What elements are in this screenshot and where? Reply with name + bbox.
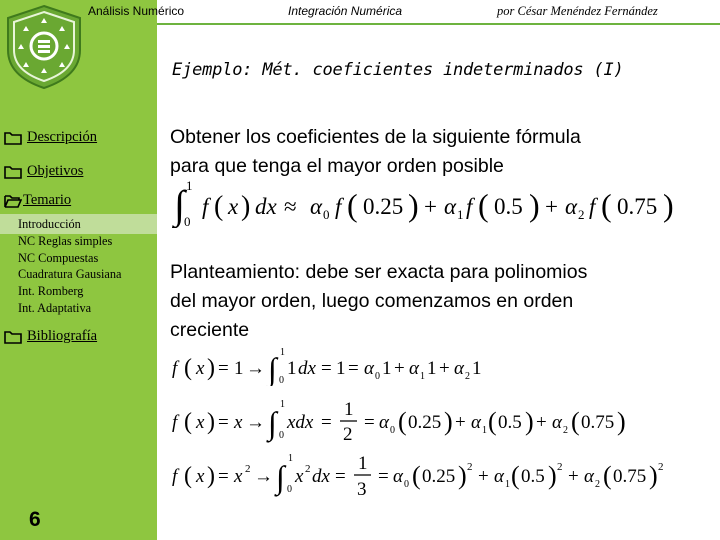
svg-text:(: ( (184, 463, 192, 489)
svg-text:α: α (393, 466, 403, 487)
svg-text:1: 1 (234, 358, 244, 379)
sidebar-item-bibliografia[interactable] (4, 328, 97, 345)
svg-text:α: α (409, 358, 419, 379)
svg-text:→: → (246, 412, 265, 433)
svg-text:2: 2 (595, 479, 600, 490)
sidebar-item-descripcion[interactable] (4, 129, 97, 146)
svg-text:2: 2 (557, 461, 563, 473)
temario-item-introduccion[interactable]: Introducción (18, 217, 81, 231)
university-logo (4, 4, 84, 90)
sidebar-item-label: Temario (23, 192, 72, 208)
sidebar-item-label: Descripción (27, 129, 98, 145)
svg-text:0.25: 0.25 (422, 466, 456, 487)
svg-text:0: 0 (279, 430, 284, 441)
svg-text:): ) (241, 191, 251, 222)
folder-icon (4, 330, 22, 344)
svg-text:=: = (348, 358, 359, 379)
svg-text:=: = (321, 358, 332, 379)
svg-text:3: 3 (357, 479, 367, 500)
svg-text:+: + (568, 466, 579, 487)
svg-text:0: 0 (375, 371, 380, 382)
svg-text:+: + (455, 412, 466, 433)
temario-item-nc-compuestas[interactable]: NC Compuestas (18, 250, 99, 265)
svg-text:α: α (494, 466, 504, 487)
svg-text:α: α (471, 412, 481, 433)
sidebar-item-label: Bibliografía (27, 328, 98, 344)
quadrature-formula (170, 176, 690, 228)
svg-text:0: 0 (404, 479, 409, 490)
page-number: 6 (29, 508, 41, 531)
svg-text:0.75: 0.75 (613, 466, 647, 487)
svg-text:∫: ∫ (174, 182, 185, 227)
svg-text:): ) (525, 407, 534, 436)
slide-title: Ejemplo: Mét. coeficientes indeterminados (I) (172, 60, 624, 80)
svg-text:x: x (228, 194, 239, 219)
svg-text:(: ( (214, 191, 224, 222)
svg-text:1: 1 (427, 358, 437, 379)
header-course: Análisis Numérico (88, 4, 185, 18)
svg-text:2: 2 (467, 461, 473, 473)
svg-text:x: x (234, 412, 243, 433)
approach-line-3: creciente (170, 319, 250, 341)
svg-text:→: → (254, 466, 273, 487)
sidebar-item-temario[interactable] (4, 192, 71, 209)
svg-text:+: + (394, 358, 405, 379)
header-divider (157, 23, 720, 25)
svg-text:1: 1 (382, 358, 392, 379)
temario-item-nc-reglas-simples[interactable]: NC Reglas simples (18, 233, 113, 248)
svg-text:=: = (378, 466, 389, 487)
approach-line-2: del mayor orden, luego comenzamos en orden (170, 290, 574, 312)
approach-line-1: Planteamiento: debe ser exacta para polinomios (170, 261, 588, 283)
svg-text:0: 0 (279, 375, 284, 386)
svg-text:0.5: 0.5 (521, 466, 545, 487)
folder-icon (4, 165, 22, 179)
svg-text:2: 2 (658, 461, 664, 473)
svg-text:+: + (439, 358, 450, 379)
svg-text:1: 1 (344, 399, 354, 420)
svg-text:(: ( (478, 187, 489, 223)
svg-text:α: α (552, 412, 562, 433)
svg-text:=: = (218, 358, 229, 379)
svg-text:∫: ∫ (268, 405, 277, 441)
svg-text:+: + (424, 194, 437, 219)
svg-text:≈: ≈ (284, 194, 297, 219)
svg-text:2: 2 (465, 371, 470, 382)
svg-text:=: = (335, 466, 346, 487)
sidebar-item-label: Objetivos (27, 163, 84, 179)
svg-text:x: x (196, 412, 205, 433)
svg-text:+: + (478, 466, 489, 487)
svg-text:2: 2 (305, 463, 311, 475)
svg-text:f: f (466, 194, 473, 219)
svg-text:=: = (218, 412, 229, 433)
svg-text:1: 1 (420, 371, 425, 382)
svg-text:0.75: 0.75 (617, 194, 658, 219)
svg-text:α: α (364, 358, 374, 379)
svg-text:1: 1 (280, 347, 285, 358)
svg-text:): ) (207, 463, 215, 489)
svg-text:+: + (545, 194, 558, 219)
svg-text:dx: dx (255, 194, 277, 219)
svg-text:0: 0 (390, 425, 395, 436)
svg-text:2: 2 (578, 207, 585, 222)
svg-text:(: ( (412, 461, 421, 490)
svg-text:0.5: 0.5 (494, 194, 523, 219)
header-author: por César Menéndez Fernández (497, 4, 658, 18)
svg-text:1: 1 (287, 358, 297, 379)
svg-text:α: α (565, 194, 578, 219)
svg-text:(: ( (603, 461, 612, 490)
svg-text:): ) (529, 187, 540, 223)
svg-text:→: → (246, 358, 265, 379)
svg-text:+: + (536, 412, 547, 433)
svg-text:0.75: 0.75 (581, 412, 615, 433)
svg-text:1: 1 (482, 425, 487, 436)
temario-item-int-romberg[interactable]: Int. Romberg (18, 284, 84, 299)
svg-text:0: 0 (184, 214, 191, 228)
equation-order-0 (170, 346, 490, 386)
intro-line-1: Obtener los coeficientes de la siguiente fórmula (170, 126, 581, 148)
intro-line-2: para que tenga el mayor orden posible (170, 155, 504, 177)
svg-text:α: α (310, 194, 323, 219)
svg-text:dx: dx (312, 466, 330, 487)
svg-text:1: 1 (186, 178, 193, 193)
svg-text:2: 2 (563, 425, 568, 436)
svg-text:(: ( (347, 187, 358, 223)
svg-text:α: α (444, 194, 457, 219)
svg-text:(: ( (184, 409, 192, 435)
svg-text:(: ( (398, 407, 407, 436)
svg-text:x: x (234, 466, 243, 487)
svg-text:1: 1 (336, 358, 346, 379)
svg-text:=: = (321, 412, 332, 433)
temario-item-int-adaptativa[interactable]: Int. Adaptativa (18, 300, 92, 315)
svg-text:): ) (207, 409, 215, 435)
svg-text:α: α (584, 466, 594, 487)
sidebar-item-objetivos[interactable] (4, 163, 83, 180)
svg-text:∫: ∫ (276, 459, 285, 495)
svg-text:x: x (196, 466, 205, 487)
svg-text:f: f (335, 194, 342, 219)
svg-text:=: = (364, 412, 375, 433)
svg-text:f: f (172, 466, 178, 487)
svg-text:): ) (444, 407, 453, 436)
svg-text:): ) (663, 187, 674, 223)
svg-text:0: 0 (287, 484, 292, 495)
svg-text:): ) (458, 461, 467, 490)
folder-icon (4, 131, 22, 145)
svg-text:1: 1 (457, 207, 464, 222)
svg-text:xdx: xdx (287, 412, 314, 433)
svg-text:α: α (454, 358, 464, 379)
temario-submenu (18, 216, 121, 317)
svg-text:1: 1 (358, 453, 368, 474)
svg-text:): ) (207, 355, 215, 381)
intro-paragraph (170, 123, 581, 181)
svg-text:0: 0 (323, 207, 330, 222)
svg-text:∫: ∫ (268, 351, 277, 386)
svg-text:dx: dx (298, 358, 316, 379)
svg-text:α: α (379, 412, 389, 433)
svg-text:2: 2 (245, 463, 251, 475)
approach-paragraph (170, 258, 587, 345)
equation-order-1 (170, 398, 640, 444)
header-topic: Integración Numérica (288, 4, 403, 18)
svg-text:f: f (172, 412, 178, 433)
open-folder-icon (4, 194, 22, 208)
temario-item-cuadratura-gausiana[interactable]: Cuadratura Gausiana (18, 267, 122, 282)
svg-text:1: 1 (288, 453, 293, 464)
svg-text:): ) (649, 461, 658, 490)
svg-text:1: 1 (505, 479, 510, 490)
svg-text:x: x (295, 466, 304, 487)
svg-text:): ) (548, 461, 557, 490)
svg-text:f: f (202, 194, 209, 219)
svg-text:): ) (617, 407, 626, 436)
svg-text:0.25: 0.25 (408, 412, 442, 433)
svg-text:=: = (218, 466, 229, 487)
svg-text:2: 2 (343, 424, 353, 444)
svg-text:(: ( (601, 187, 612, 223)
equation-order-2 (170, 452, 690, 502)
svg-text:f: f (589, 194, 596, 219)
svg-text:1: 1 (280, 399, 285, 410)
svg-text:): ) (408, 187, 419, 223)
svg-text:0.25: 0.25 (363, 194, 404, 219)
svg-text:(: ( (488, 407, 497, 436)
svg-text:x: x (196, 358, 205, 379)
svg-text:f: f (172, 358, 178, 379)
svg-text:0.5: 0.5 (498, 412, 522, 433)
svg-text:(: ( (571, 407, 580, 436)
svg-text:(: ( (184, 355, 192, 381)
svg-text:1: 1 (472, 358, 482, 379)
svg-text:(: ( (511, 461, 520, 490)
